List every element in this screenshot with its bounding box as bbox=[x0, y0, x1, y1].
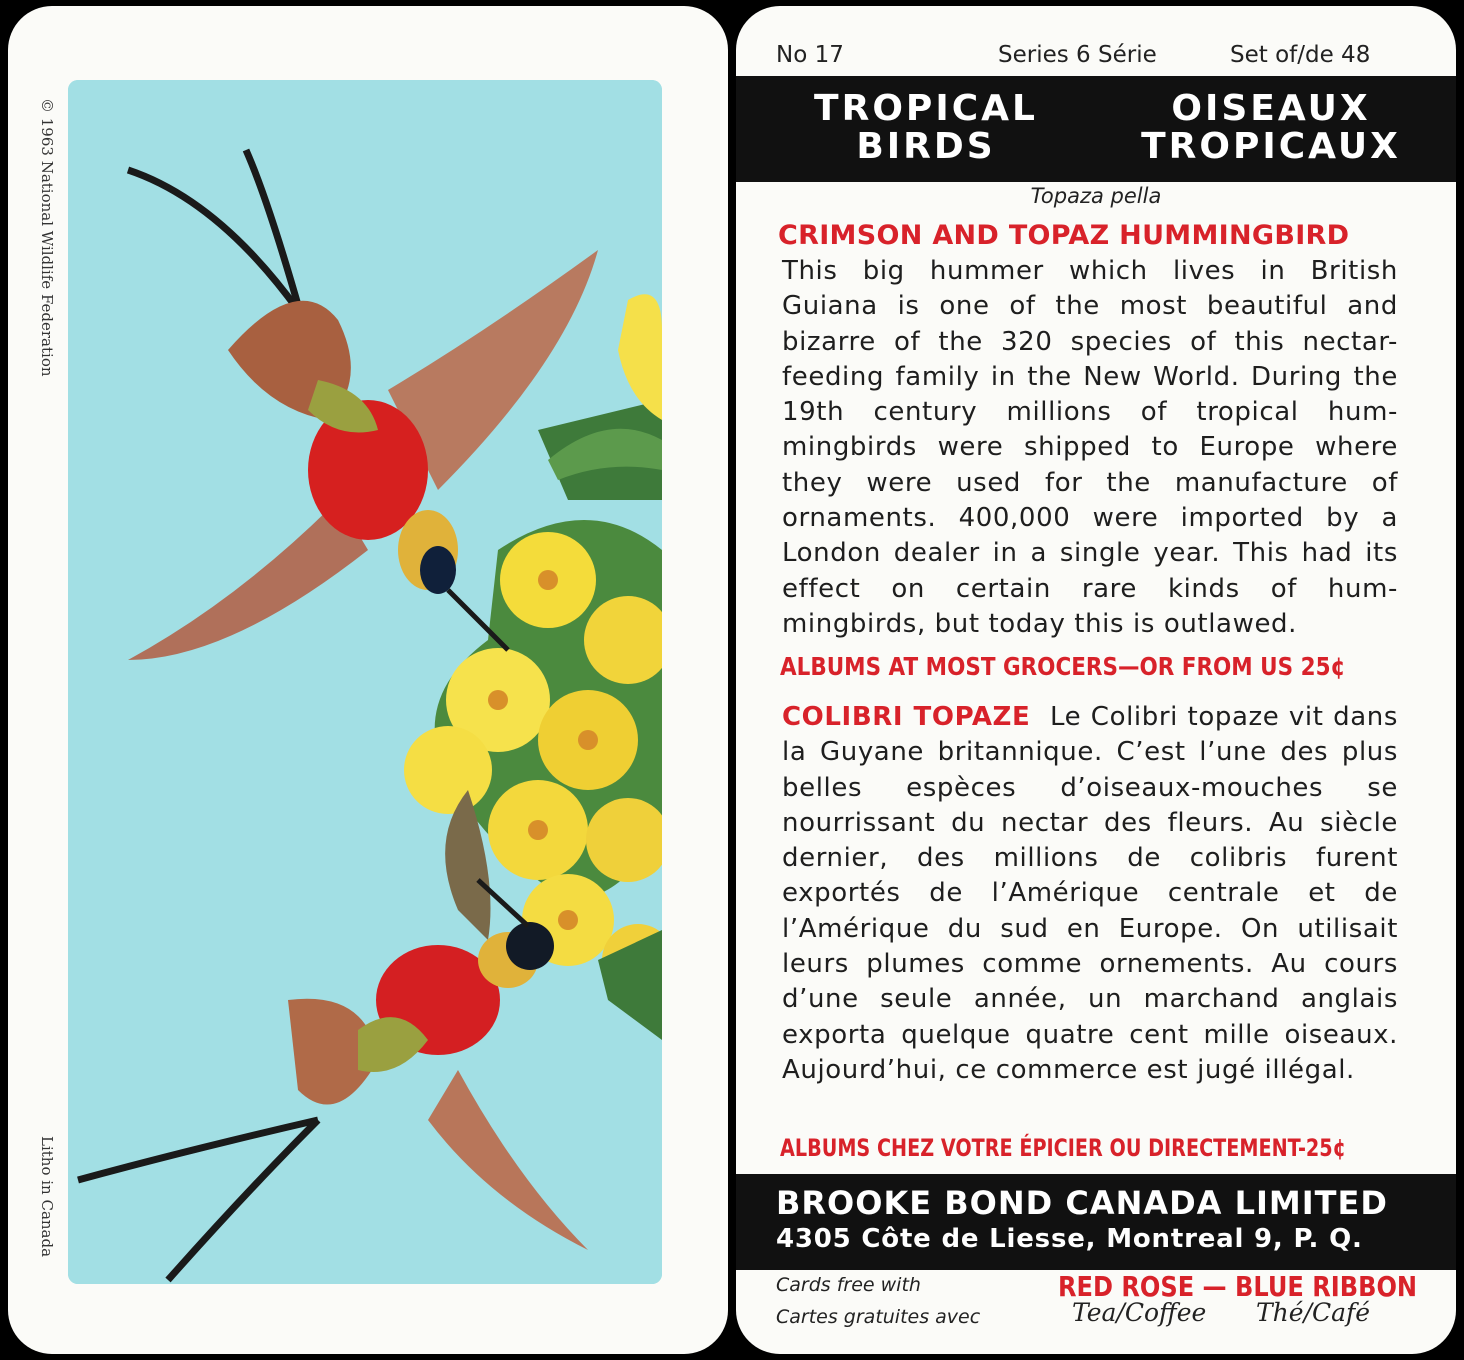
english-description: This big hummer which lives in British Guiana is one of the most beautiful and bizarre of the 320 species of this nectar-feeding family in the New World. During the 19th century millions of tropical hum-mingbirds were shipped to Europe where they were used for the manufacture of ornaments. 400,000 were imported by a London dealer in a single year. This had its effect on certain rare kinds of hum-mingbirds, but today this is outlawed. bbox=[782, 256, 1398, 639]
english-species-title: CRIMSON AND TOPAZ HUMMINGBIRD bbox=[778, 220, 1350, 251]
latin-name: Topaza pella bbox=[1030, 184, 1162, 208]
card-number: No 17 bbox=[776, 42, 844, 68]
title-en-line2: BIRDS bbox=[856, 126, 996, 167]
beverage-english: Tea/Coffee bbox=[1072, 1298, 1207, 1327]
french-description: Le Colibri topaze vit dans la Guyane britannique. C’est l’une des plus belles espèces d’oiseaux-mouches se nourrissant du nectar des fleurs. Au siècle dernier, des millions de colibris furent exportés de l’Amérique centrale et de l’Amérique du sud en Europe. On utilisait leurs plumes comme ornements. Au cours d’une seule année, un marchand anglais exporta quelque quatre cent mille oiseaux. Aujourd’hui, ce commerce est jugé illégal. bbox=[782, 702, 1398, 1085]
title-en-line1: TROPICAL bbox=[814, 88, 1038, 129]
set-label: Set of/de 48 bbox=[1230, 42, 1371, 68]
company-name: BROOKE BOND CANADA LIMITED bbox=[776, 1184, 1388, 1222]
title-band bbox=[736, 76, 1456, 182]
card-front bbox=[8, 6, 728, 1354]
brand-names: RED ROSE — BLUE RIBBON bbox=[1058, 1270, 1418, 1303]
hummingbird-illustration bbox=[68, 80, 662, 1284]
cards-free-english: Cards free with bbox=[776, 1274, 921, 1296]
title-english bbox=[776, 90, 1076, 166]
company-address: 4305 Côte de Liesse, Montreal 9, P. Q. bbox=[776, 1224, 1363, 1254]
french-species-title: COLIBRI TOPAZE bbox=[782, 702, 1031, 732]
series-label: Series 6 Série bbox=[998, 42, 1157, 68]
company-band bbox=[736, 1174, 1456, 1270]
albums-offer-english: ALBUMS AT MOST GROCERS—OR FROM US 25¢ bbox=[780, 652, 1346, 681]
card-back bbox=[736, 6, 1456, 1354]
title-french bbox=[1126, 90, 1416, 166]
title-fr-line2: TROPICAUX bbox=[1141, 126, 1401, 167]
copyright-text: © 1963 National Wildlife Federation bbox=[38, 98, 56, 377]
beverage-french: Thé/Café bbox=[1256, 1298, 1371, 1327]
albums-offer-french: ALBUMS CHEZ VOTRE ÉPICIER OU DIRECTEMENT-25¢ bbox=[780, 1134, 1346, 1162]
litho-text: Litho in Canada bbox=[38, 1136, 56, 1258]
cards-free-french: Cartes gratuites avec bbox=[776, 1306, 981, 1328]
french-section bbox=[782, 700, 1398, 1088]
title-fr-line1: OISEAUX bbox=[1171, 88, 1371, 129]
